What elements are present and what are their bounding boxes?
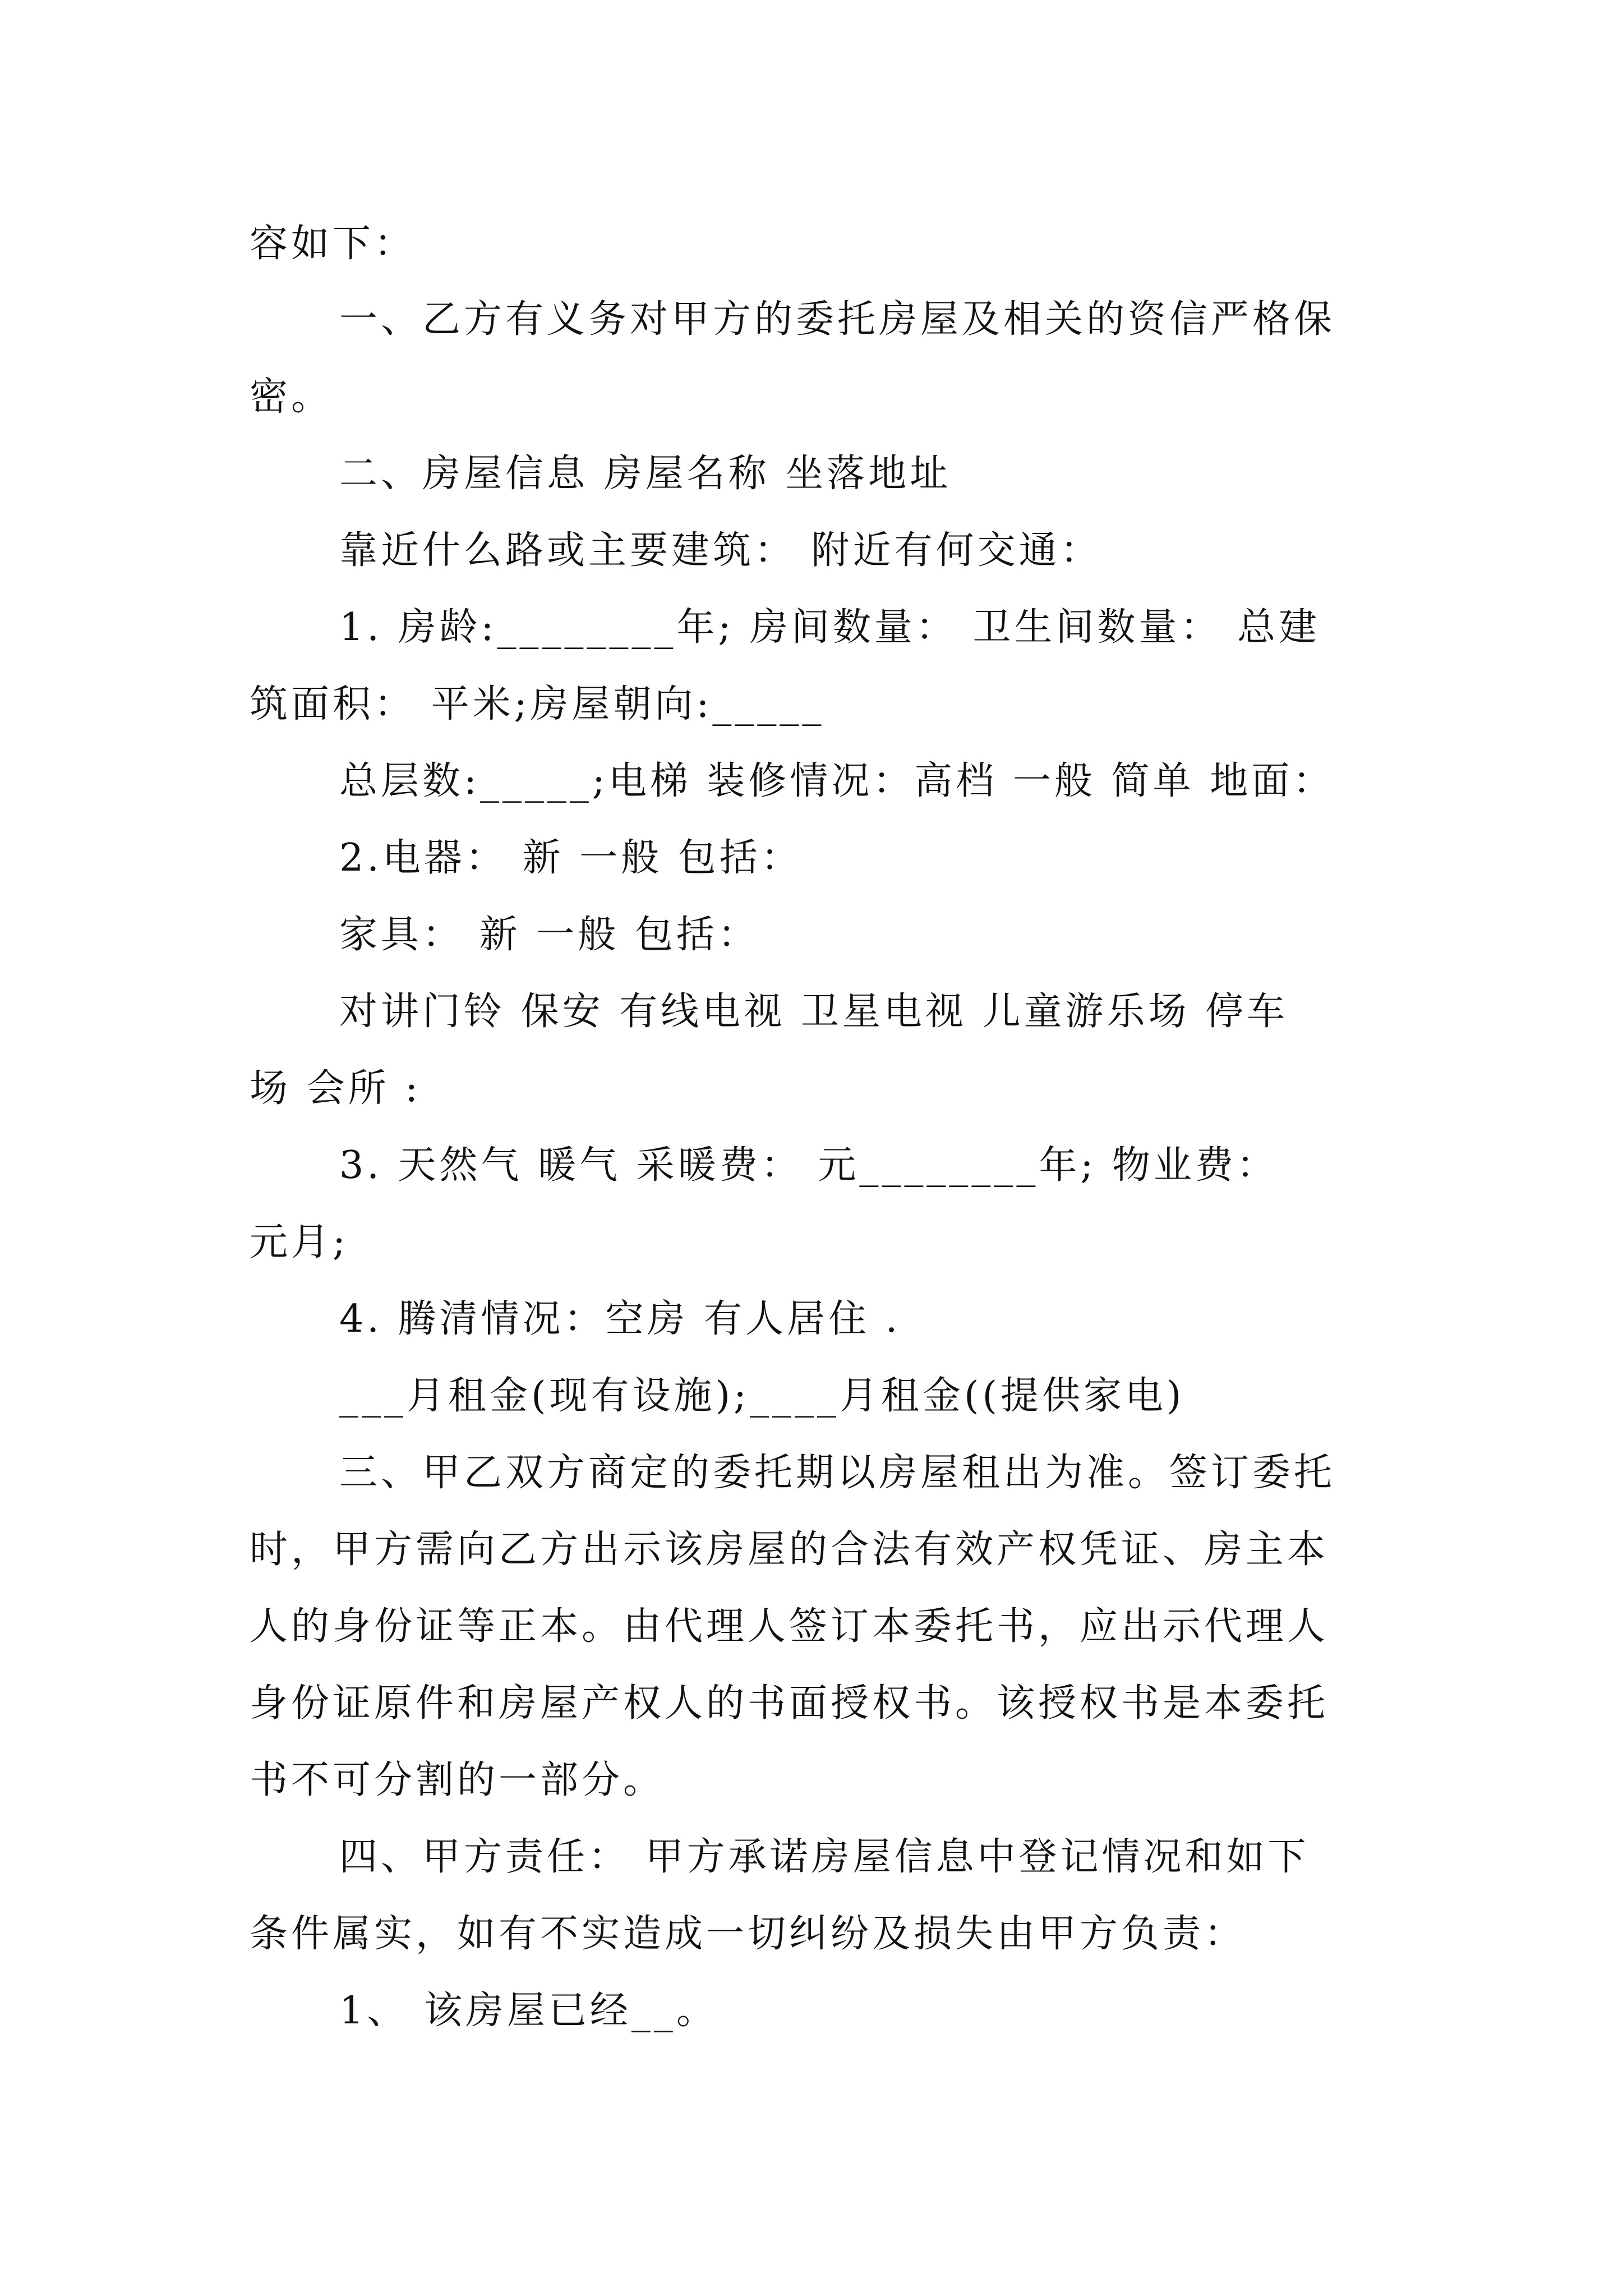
text-line: 家具： 新 一般 包括： [339,913,759,957]
text-line: 元月; [250,1220,349,1264]
text-line: 总层数:_____;电梯 装修情况：高档 一般 简单 地面： [339,759,1335,803]
text-line: 1. 房龄:________年; 房间数量： 卫生间数量： 总建 [339,605,1321,650]
text-line: 2.电器： 新 一般 包括： [339,836,803,880]
text-line: 密。 [250,375,333,419]
text-line: 条件属实，如有不实造成一切纠纷及损失由甲方负责： [250,1912,1246,1956]
text-line: 时，甲方需向乙方出示该房屋的合法有效产权凭证、房主本 [250,1527,1329,1572]
text-line: 1、 该房屋已经__。 [339,1989,718,2033]
text-line: 身份证原件和房屋产权人的书面授权书。该授权书是本委托 [250,1681,1329,1726]
text-line: 3. 天然气 暖气 采暖费： 元________年; 物业费： [339,1143,1278,1188]
text-line: 场 会所 : [250,1066,422,1111]
text-line: 靠近什么路或主要建筑： 附近有何交通： [339,528,1102,573]
text-line: 一、乙方有义务对甲方的委托房屋及相关的资信严格保 [339,297,1336,342]
text-line: 4. 腾清情况：空房 有人居住 . [339,1297,901,1341]
text-line: 对讲门铃 保安 有线电视 卫星电视 儿童游乐场 停车 [339,990,1289,1034]
text-line: 书不可分割的一部分。 [250,1758,665,1802]
text-line: ___月租金(现有设施);____月租金((提供家电) [339,1374,1185,1418]
text-line: 人的身份证等正本。由代理人签订本委托书，应出示代理人 [250,1604,1329,1649]
text-line: 二、房屋信息 房屋名称 坐落地址 [339,452,952,496]
text-line: 四、甲方责任： 甲方承诺房屋信息中登记情况和如下 [339,1835,1310,1879]
text-line: 筑面积： 平米;房屋朝向:_____ [250,682,825,726]
text-line: 容如下： [250,222,416,266]
text-line: 三、甲乙双方商定的委托期以房屋租出为准。签订委托 [339,1451,1336,1495]
